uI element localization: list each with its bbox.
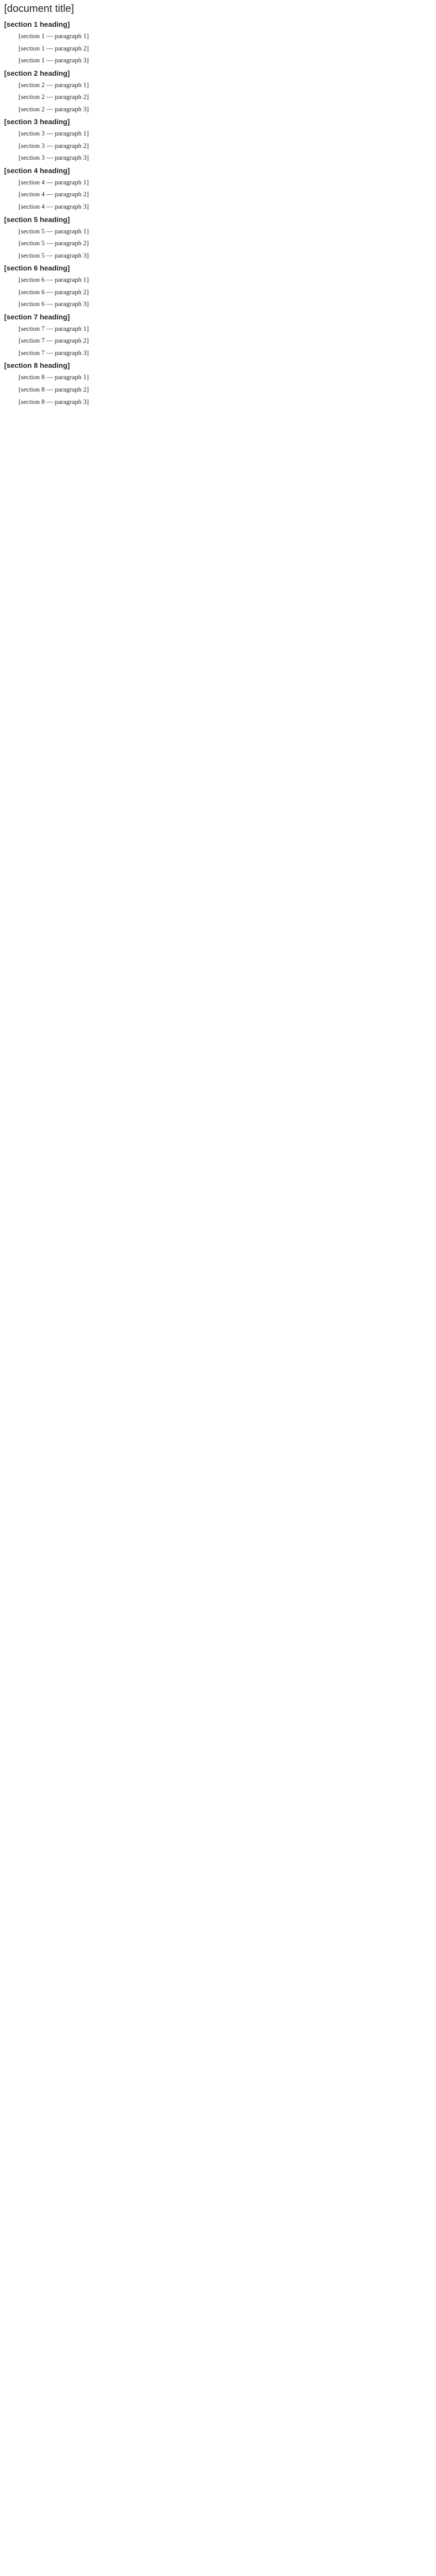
section — [4, 215, 432, 260]
paragraph: [section 2 — paragraph 2] — [19, 93, 89, 101]
paragraph: [section 6 — paragraph 1] — [19, 276, 89, 284]
document-body — [4, 20, 432, 406]
paragraph: [section 6 — paragraph 3] — [19, 300, 89, 308]
paragraph: [section 4 — paragraph 1] — [19, 178, 89, 186]
paragraph: [section 1 — paragraph 1] — [19, 32, 89, 40]
section-heading: [section 3 heading] — [4, 117, 70, 126]
document-title: [document title] — [4, 3, 74, 14]
paragraph: [section 7 — paragraph 1] — [19, 324, 89, 332]
paragraph: [section 4 — paragraph 2] — [19, 190, 89, 198]
section-heading: [section 4 heading] — [4, 166, 70, 175]
paragraph: [section 8 — paragraph 2] — [19, 385, 89, 394]
paragraph: [section 3 — paragraph 1] — [19, 129, 89, 138]
paragraph: [section 1 — paragraph 2] — [19, 44, 89, 52]
paragraph: [section 8 — paragraph 3] — [19, 397, 89, 405]
section-heading: [section 8 heading] — [4, 361, 70, 370]
paragraph: [section 2 — paragraph 3] — [19, 105, 89, 113]
paragraph: [section 7 — paragraph 3] — [19, 348, 89, 357]
paragraph: [section 7 — paragraph 2] — [19, 336, 89, 345]
paragraph: [section 4 — paragraph 3] — [19, 202, 89, 211]
paragraph: [section 8 — paragraph 1] — [19, 373, 89, 381]
paragraph: [section 3 — paragraph 2] — [19, 141, 89, 149]
section — [4, 20, 432, 65]
section — [4, 264, 432, 309]
paragraph: [section 3 — paragraph 3] — [19, 154, 89, 162]
section — [4, 117, 432, 162]
paragraph: [section 5 — paragraph 3] — [19, 251, 89, 259]
section-heading: [section 7 heading] — [4, 312, 70, 321]
paragraph: [section 1 — paragraph 3] — [19, 56, 89, 64]
section-heading: [section 2 heading] — [4, 69, 70, 77]
paragraph: [section 5 — paragraph 2] — [19, 239, 89, 247]
section-heading: [section 6 heading] — [4, 264, 70, 273]
section — [4, 166, 432, 211]
paragraph: [section 5 — paragraph 1] — [19, 227, 89, 235]
section — [4, 313, 432, 358]
paragraph: [section 6 — paragraph 2] — [19, 287, 89, 296]
section-heading: [section 5 heading] — [4, 215, 70, 224]
section — [4, 69, 432, 114]
section-heading: [section 1 heading] — [4, 20, 70, 28]
section — [4, 361, 432, 406]
paragraph: [section 2 — paragraph 1] — [19, 80, 89, 89]
